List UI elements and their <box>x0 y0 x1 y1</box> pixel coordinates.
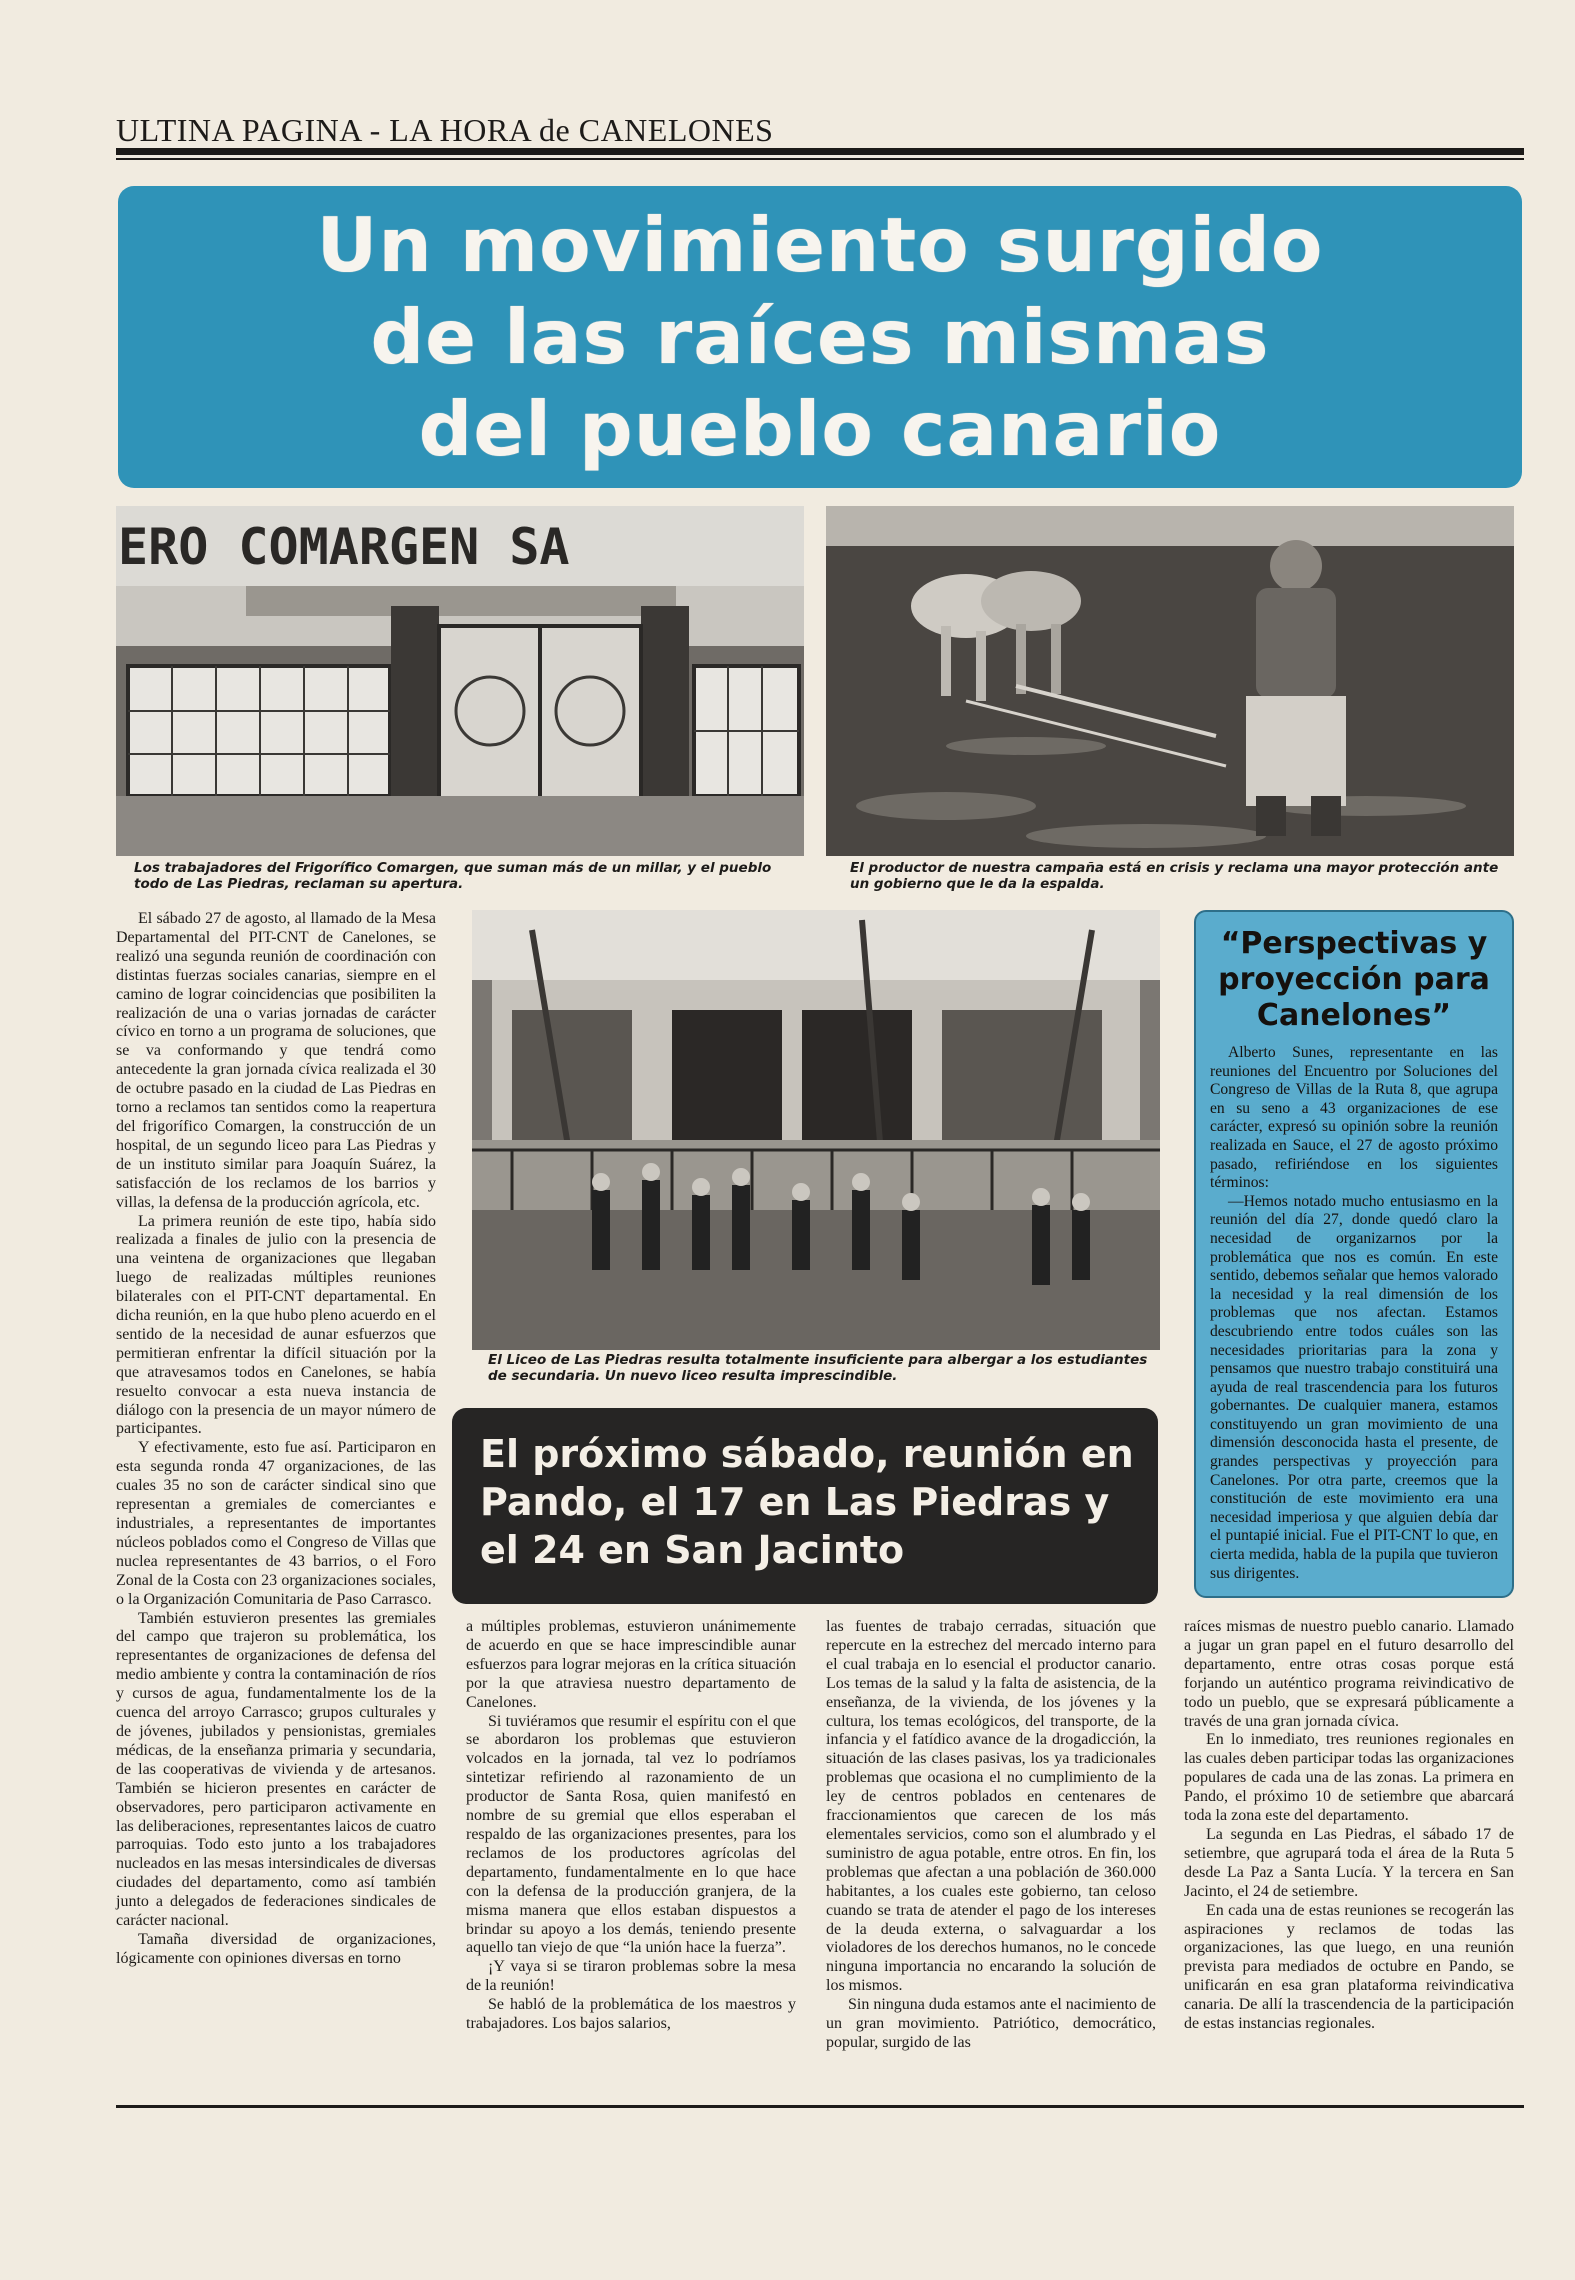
col1-paragraph: Y efectivamente, esto fue así. Participaron en esta segunda ronda 47 organizaciones, de las cuales 35 no son de carácter sindical sino que representan a gremiales de comerciantes e industriales, a representantes de importantes núcleos poblados como el Congreso de Villas que nuclea representantes de 43 barrios, o el Foro Zonal de la Costa con 23 organizaciones sociales, o la Organización Comunitaria de Paso Carrasco. <box>116 1439 436 1608</box>
meetings-headline-line-3: el 24 en San Jacinto <box>480 1528 905 1572</box>
headline-line-2: de las raíces mismas <box>370 293 1270 381</box>
comargen-gate-illustration <box>116 506 804 856</box>
col2-paragraph: a múltiples problemas, estuvieron unánimemente de acuerdo en que se hace imprescindible aunar esfuerzos para lograr mejoras en la crítica situación por la que atraviesa nuestro departamento de Canelones. <box>466 1618 796 1711</box>
sidebar-paragraph: —Hemos notado mucho entusiasmo en la reunión del día 27, donde quedó claro la necesidad de organizarnos por la problemática que nos es común. En este sentido, debemos señalar que hemos valorado la necesidad y la real dimensión de los problemas que nos afectan. Estamos descubriendo entre todos cuáles son las necesidades prioritarias para la zona y pensamos que nuestro trabajo constituirá una ayuda de real trascendencia para los futuros gobernantes. De cualquier manera, estamos constituyendo un gran movimiento de una dimensión desconocida hasta el presente, de grandes perspectivas y proyección para Canelones. Por otra parte, creemos que la constitución de este movimiento era una necesidad imperiosa y que alguien debía dar el puntapié inicial. Fue el PIT-CNT lo que, en cierta medida, habla de la pupila que tuvieron sus dirigentes. <box>1210 1192 1498 1582</box>
col4-paragraph: raíces mismas de nuestro pueblo canario. Llamado a jugar un gran papel en el futuro desarrollo del departamento, entre otras cosas porque está forjando un auténtico programa reivindicativo de todo un pueblo, que se expresará públicamente a través de una gran jornada cívica. <box>1184 1618 1514 1730</box>
headline-line-3: del pueblo canario <box>418 385 1222 473</box>
article-column-2 <box>466 1618 796 2098</box>
meetings-headline-box <box>452 1408 1158 1604</box>
article-column-3 <box>826 1618 1156 2098</box>
caption-farmer: El productor de nuestra campaña está en crisis y reclama una mayor protección ante un gobierno que le da la espalda. <box>850 860 1499 892</box>
article-column-1 <box>116 910 436 2095</box>
photo-liceo-las-piedras <box>472 910 1160 1350</box>
gate-sign-text: ERO COMARGEN SA <box>118 518 570 576</box>
masthead-title: ULTINA PAGINA - LA HORA de CANELONES <box>116 112 774 148</box>
liceo-illustration <box>472 910 1160 1350</box>
photo-farmer-plowing <box>826 506 1514 856</box>
col1-paragraph: El sábado 27 de agosto, al llamado de la Mesa Departamental del PIT-CNT de Canelones, se realizó una segunda reunión de coordinación con distintas fuerzas sociales canarias, siempre en el camino de lograr coincidencias que posibiliten la realización de una o varias jornadas de carácter cívico en torno a un programa de soluciones, que se va conformando y que tendrá como antecedente la gran jornada cívica realizada el 30 de octubre pasado en la ciudad de Las Piedras en torno a reclamos tan sentidos como la reapertura del frigorífico Comargen, la construcción de un hospital, de un segundo liceo para Las Piedras y de un instituto similar para Joaquín Suárez, la satisfacción de los reclamos de los barrios y villas, la defensa de la producción agrícola, etc. <box>116 910 436 1211</box>
meetings-headline-line-2: Pando, el 17 en Las Piedras y <box>480 1480 1110 1524</box>
col4-paragraph: En lo inmediato, tres reuniones regionales en las cuales deben participar todas las organizaciones populares de cada una de las zonas. La primera en Pando, el próximo 10 de setiembre que abarcará toda la zona este del departamento. <box>1184 1731 1514 1825</box>
col4-paragraph: La segunda en Las Piedras, el sábado 17 de setiembre, que agrupará toda el área de la Ruta 5 desde La Paz a Santa Lucía. Y la tercera en San Jacinto, el 24 de setiembre. <box>1184 1825 1514 1900</box>
col1-paragraph: También estuvieron presentes las gremiales del campo que trajeron su problemática, los representantes de organizaciones de defensa del medio ambiente y contra la contaminación de ríos y cursos de agua, fundamentalmente los de la cuenca del arroyo Carrasco; grupos culturales y de jóvenes, jubilados y pensionistas, gremiales médicas, de la enseñanza primaria y secundaria, de las cooperativas de vivienda y de artesanos. También se hicieron presentes en carácter de observadores, pero participaron activamente en las deliberaciones, representantes laicos de cuatro parroquias. Todo esto junto a los trabajadores nucleados en las mesas intersindicales de diversas ciudades del departamento, como así también junto a delegados de federaciones sindicales de carácter nacional. <box>116 1609 436 1930</box>
caption-comargen: Los trabajadores del Frigorífico Comargen, que suman más de un millar, y el pueblo todo de Las Piedras, reclaman su apertura. <box>134 860 772 892</box>
col2-paragraph: Si tuviéramos que resumir el espíritu con el que se abordaron los problemas que estuvieron volcados en la jornada, tal vez lo podríamos sintetizar refiriendo al razonamiento de un productor de Santa Rosa, quien manifestó en nombre de su gremial que ellos esperaban el respaldo de las organizaciones presentes, para los reclamos de los productores agrícolas del departamento, fundamentalmente en lo que hace con la defensa de la producción granjera, de la misma manera que ellos estaban dispuestos a brindar su apoyo a los demás, teniendo presente aquello tan viejo de que “la unión hace la fuerza”. <box>466 1712 796 1957</box>
headline-line-1: Un movimiento surgido <box>316 201 1324 289</box>
caption-liceo: El Liceo de Las Piedras resulta totalmente insuficiente para albergar a los estudiantes de secundaria. Un nuevo liceo resulta imprescindible. <box>488 1352 1148 1384</box>
col3-paragraph: las fuentes de trabajo cerradas, situación que repercute en la estrechez del mercado interno para el cual trabaja en lo esencial el productor canario. Los temas de la salud y la falta de asistencia, de la enseñanza, de la vivienda, de los jóvenes y la cultura, los temas ecológicos, del transporte, de la infancia y el fatídico avance de la drogadicción, la situación de las clases pasivas, los ya tradicionales problemas que ocasiona el no cumplimiento de la ley de centros poblados en centenares de fraccionamientos que carecen de los más elementales servicios, como son el alumbrado y el suministro de agua potable, entre otros. En fin, los problemas que afectan a una población de 360.000 habitantes, a los cuales este gobierno, tan celoso cuando se trata de atender el pago de los intereses de la deuda externa, o salvaguardar a los violadores de los derechos humanos, no le concede ninguna importancia no encarando la solución de los mismos. <box>826 1618 1156 1995</box>
farmer-plowing-illustration <box>826 506 1514 856</box>
photo-comargen-gate <box>116 506 804 856</box>
col2-paragraph: ¡Y vaya si se tiraron problemas sobre la mesa de la reunión! <box>466 1958 796 1995</box>
col3-paragraph: Sin ninguna duda estamos ante el nacimiento de un gran movimiento. Patriótico, democrático, popular, surgido de las <box>826 1996 1156 2051</box>
col1-paragraph: Tamaña diversidad de organizaciones, lógicamente con opiniones diversas en torno <box>116 1930 436 1967</box>
col2-paragraph: Se habló de la problemática de los maestros y trabajadores. Los bajos salarios, <box>466 1996 796 2033</box>
sidebar-paragraph: Alberto Sunes, representante en las reuniones del Encuentro por Soluciones del Congreso de Villas de la Ruta 8, que agrupa en su seno a 43 organizaciones de ese carácter, expresó su opinión sobre la reunión realizada en Sauce, el 27 de agosto próximo pasado, refiriéndose en los siguientes términos: <box>1210 1044 1498 1192</box>
sidebar-title: “Perspectivas y proyección para Canelones” <box>1218 926 1490 1033</box>
footer-rule <box>116 2105 1524 2108</box>
col4-paragraph: En cada una de estas reuniones se recogerán las aspiraciones y reclamos de todas las organizaciones, las que luego, en una reunión prevista para mediados de octubre en Pando, se unificarán en esa gran plataforma reivindicativa canaria. De allí la trascendencia de la participación de estas instancias regionales. <box>1184 1901 1514 2033</box>
sidebar-perspectivas <box>1194 910 1514 1598</box>
meetings-headline-line-1: El próximo sábado, reunión en <box>480 1432 1134 1476</box>
masthead-rule-thin <box>116 158 1524 160</box>
masthead-rule-thick <box>116 148 1524 155</box>
sidebar-body <box>1210 1044 1498 1583</box>
col1-paragraph: La primera reunión de este tipo, había sido realizada a finales de julio con la presencia de una veintena de organizaciones que llegaban luego de realizadas múltiples reuniones bilaterales con el PIT-CNT departamental. En dicha reunión, en la que hubo pleno acuerdo en el sentido de la necesidad de aunar esfuerzos que permitieran enfrentar la difícil situación por la que atravesamos todos en Canelones, se había resuelto convocar a esta nueva instancia de diálogo con la presencia de un mayor número de participantes. <box>116 1212 436 1438</box>
article-column-4 <box>1184 1618 1514 2098</box>
headline-banner <box>118 186 1522 488</box>
